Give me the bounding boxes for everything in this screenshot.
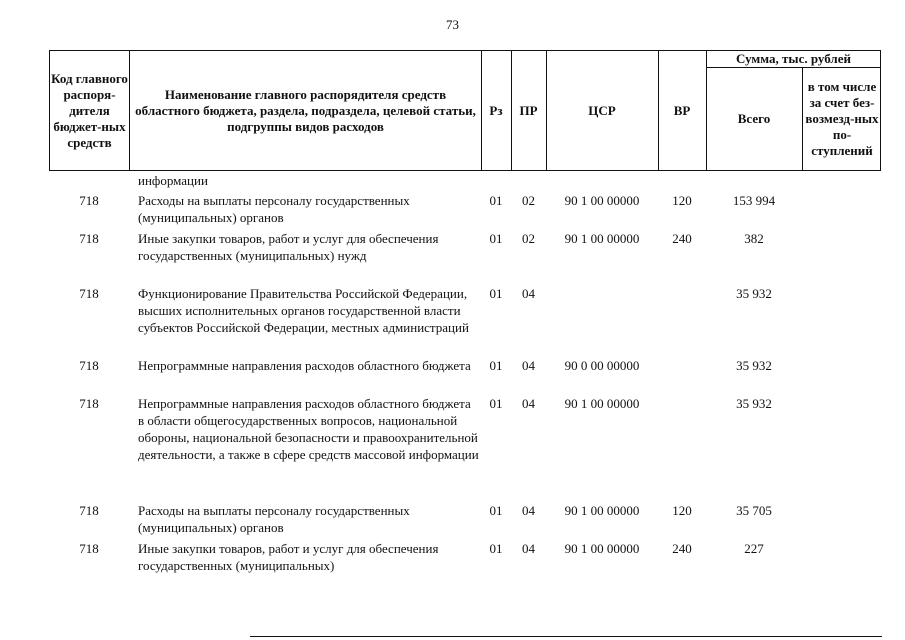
cell-pr: 04 — [522, 503, 535, 518]
header-csr: ЦСР — [588, 102, 616, 118]
cell-csr: 90 1 00 00000 — [564, 193, 640, 208]
cell-code: 718 — [79, 541, 99, 556]
col-line — [880, 50, 881, 171]
col-line — [802, 67, 803, 171]
cell-total: 35 932 — [736, 396, 772, 411]
cell-rz: 01 — [489, 358, 503, 373]
cell-name: Иные закупки товаров, работ и услуг для обеспечения государственных (муниципальных) — [138, 541, 439, 573]
col-line — [49, 50, 50, 171]
cell-pr: 02 — [522, 231, 535, 246]
bottom-rule — [250, 636, 882, 637]
cell-rz: 01 — [489, 503, 503, 518]
cell-code: 718 — [79, 358, 99, 373]
header-rz: Рз — [489, 102, 503, 118]
cell-code: 718 — [79, 231, 99, 246]
header-total: Всего — [737, 111, 771, 126]
cell-rz: 01 — [489, 541, 503, 556]
header-name: Наименование главного распорядителя средств областного бюджета, раздела, подраздела, целевой статьи, подгруппы видов расходов — [135, 86, 476, 134]
page-number: 73 — [446, 17, 459, 32]
cell-csr: 90 1 00 00000 — [564, 503, 640, 518]
cell-pr: 04 — [522, 358, 535, 373]
cell-name: Расходы на выплаты персоналу государственных (муниципальных) органов — [138, 193, 410, 225]
cell-name: Непрограммные направления расходов областного бюджета — [138, 358, 471, 373]
cell-vr: 120 — [672, 503, 692, 518]
header-incl: в том числе за счет без-возмезд-ных по-ступлений — [805, 79, 879, 158]
cell-pr: 04 — [522, 396, 535, 411]
cell-csr: 90 1 00 00000 — [564, 396, 640, 411]
cell-rz: 01 — [489, 231, 503, 246]
cell-vr: 120 — [672, 193, 692, 208]
header-code: Код главного распоря-дителя бюджет-ных средств — [51, 70, 128, 150]
col-line — [129, 50, 130, 171]
header-vr: ВР — [673, 102, 691, 118]
cell-code: 718 — [79, 503, 99, 518]
cell-code: 718 — [79, 193, 99, 208]
table-header — [49, 50, 881, 171]
cell-name: Непрограммные направления расходов областного бюджета в области общегосударственных вопросов, национальной обороны, национальной безопасности и правоохранительной деятельности, а также в сфере средств массовой информации — [138, 396, 479, 462]
cell-total: 227 — [744, 541, 764, 556]
cell-total: 35 932 — [736, 286, 772, 301]
cell-total: 35 932 — [736, 358, 772, 373]
header-sum: Сумма, тыс. рублей — [736, 50, 851, 66]
cell-name: Иные закупки товаров, работ и услуг для обеспечения государственных (муниципальных) нужд — [138, 231, 439, 263]
cell-csr: 90 1 00 00000 — [564, 541, 640, 556]
cell-total: 153 994 — [732, 193, 776, 208]
cell-vr: 240 — [672, 231, 692, 246]
cell-pr: 04 — [522, 541, 535, 556]
cell-rz: 01 — [489, 396, 503, 411]
cell-csr: 90 0 00 00000 — [564, 358, 640, 373]
cell-total: 382 — [744, 231, 764, 246]
cell-code: 718 — [79, 396, 99, 411]
cell-name: информации — [138, 173, 208, 188]
cell-name: Функционирование Правительства Российской Федерации, высших исполнительных органов государственной власти субъектов Российской Федерации, местных администраций — [138, 286, 469, 335]
cell-csr: 90 1 00 00000 — [564, 231, 640, 246]
cell-total: 35 705 — [736, 503, 772, 518]
cell-name: Расходы на выплаты персоналу государственных (муниципальных) органов — [138, 503, 410, 535]
cell-pr: 04 — [522, 286, 535, 301]
cell-vr: 240 — [672, 541, 692, 556]
cell-rz: 01 — [489, 286, 503, 301]
header-pr: ПР — [519, 102, 538, 118]
cell-code: 718 — [79, 286, 99, 301]
cell-pr: 02 — [522, 193, 535, 208]
cell-rz: 01 — [489, 193, 503, 208]
